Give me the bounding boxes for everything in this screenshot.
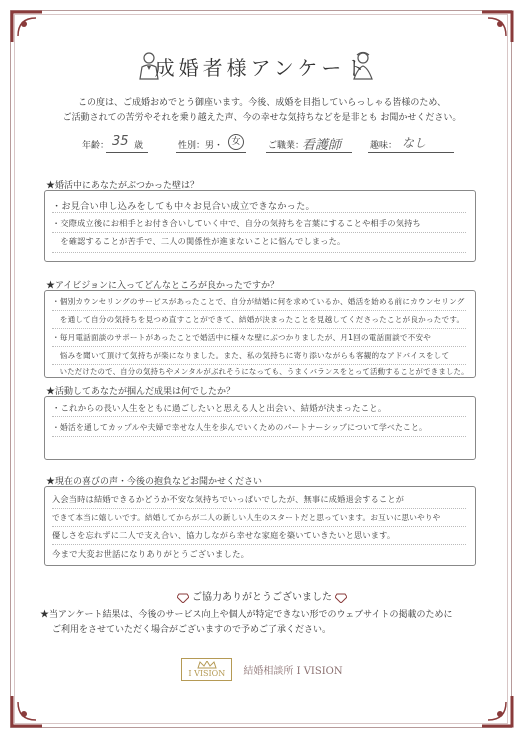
diamond-icon xyxy=(177,593,189,603)
logo-text: I VISION xyxy=(188,669,226,678)
thanks-text: ご協力ありがとうございました xyxy=(192,592,332,603)
rule-line xyxy=(52,436,466,437)
notice-line-2: ご利用をさせていただく場合がございますので予めご了承ください。 xyxy=(52,625,332,635)
rule-line xyxy=(52,364,466,365)
age-label: 年齢： xyxy=(82,141,110,151)
job-underline xyxy=(266,152,352,153)
intro-line-1: この度は、ご成婚おめでとう御座います。今後、成婚を目指していらっしゃる皆様のため、 xyxy=(78,98,446,108)
rule-line xyxy=(52,310,466,311)
company-name: 結婚相談所 I VISION xyxy=(243,666,343,677)
corner-ornament-bottom-right-icon xyxy=(480,694,514,728)
answer-3-line-2: ・婚活を通してカップルや夫婦で幸せな人生を歩んでいくためのパートナーシップについて学べたこと。 xyxy=(52,423,427,432)
notice-line-1: ★当アンケート結果は、今後のサービス向上や個人が特定できない形でのウェブサイトの掲載のために xyxy=(40,610,453,620)
rule-line xyxy=(52,508,466,509)
page-title: 成婚者様アンケート xyxy=(154,56,370,80)
corner-ornament-top-left-icon xyxy=(10,10,44,44)
answer-4-line-4: 今まで大変お世話になりありがとうございました。 xyxy=(52,549,250,559)
answer-1-line-2: ・交際成立後にお相手とお付き合いしていく中で、自分の気持ちを言葉にすることや相手の気持ち xyxy=(52,218,421,228)
footer xyxy=(0,658,524,681)
hobby-label: 趣味： xyxy=(370,141,398,151)
answer-4-line-3: 優しさを忘れずに二人で支え合い、協力しながら幸せな家庭を築いていきたいと思います。 xyxy=(52,530,396,540)
diamond-icon xyxy=(335,593,347,603)
age-unit: 歳 xyxy=(134,141,144,151)
job-label: ご職業： xyxy=(268,141,305,151)
answer-3-line-1: ・これからの長い人生をともに過ごしたいと思える人と出会い、結婚が決まったこと。 xyxy=(52,403,387,413)
notice-text xyxy=(40,608,500,638)
rule-line xyxy=(52,252,466,253)
company-logo xyxy=(181,658,232,681)
rule-line xyxy=(52,328,466,329)
rule-line xyxy=(52,544,466,545)
answer-4-line-2: できて本当に嬉しいです。結婚してからが二人の新しい人生のスタートだと思っています。お互いに思いやりや xyxy=(52,513,441,522)
answer-2-line-5: いただけたので、自分の気持ちやメンタルがぶれそうになっても、うまくバランスをとって活動することができました。 xyxy=(52,367,469,376)
rule-line xyxy=(52,416,466,417)
answer-1-line-3: を確認することが苦手で、二人の関係性が進まないことに悩んでしまった。 xyxy=(52,236,346,246)
thanks-message xyxy=(0,588,524,603)
intro-text xyxy=(0,96,524,126)
hobby-value: なし xyxy=(402,136,427,150)
corner-ornament-bottom-left-icon xyxy=(10,694,44,728)
rule-line xyxy=(52,346,466,347)
hobby-underline xyxy=(368,152,454,153)
intro-line-2: ご活動されての苦労やそれを乗り越えた声、今の幸せな気持ちなどを是非とも お聞かせください。 xyxy=(62,113,462,123)
gender-value: 女 xyxy=(228,134,244,150)
answer-2-line-2: を通して自分の気持ちを見つめ直すことができて、結婚が決まったことを見越してくださったことが良かったです。 xyxy=(52,315,465,324)
title-block xyxy=(0,52,524,84)
answer-4-line-1: 入会当時は結婚できるかどうか不安な気持ちでいっぱいでしたが、無事に成婚退会することが xyxy=(52,494,405,504)
question-4-label: ★現在の喜びの声・今後の抱負などお聞かせください xyxy=(46,477,263,487)
rule-line xyxy=(52,212,466,213)
rule-line xyxy=(52,232,466,233)
age-value: 35 xyxy=(112,134,129,149)
crown-icon xyxy=(197,661,217,669)
answer-2-line-1: ・個別カウンセリングのサービスがあったことで、自分が結婚に何を求めているか、婚活を始める前にカウンセリング xyxy=(52,297,465,306)
answer-2-line-3: ・毎月電話面談のサポートがあったことで婚活中に様々な壁にぶつかりましたが、月1回の電話面談で不安や xyxy=(52,333,432,342)
gender-label: 性別：男・ xyxy=(178,141,224,151)
corner-ornament-top-right-icon xyxy=(480,10,514,44)
question-1-label: ★婚活中にあなたがぶつかった壁は？ xyxy=(46,181,200,191)
rule-line xyxy=(52,526,466,527)
question-2-label: ★アイビジョンに入ってどんなところが良かったですか？ xyxy=(46,281,280,291)
answer-1-line-1: ・お見合い申し込みをしても中々お見合い成立できなかった。 xyxy=(52,201,315,212)
answer-2-line-4: 悩みを聞いて頂けて気持ちが楽になりました。また、私の気持ちに寄り添いながらも客観的なアドバイスをして xyxy=(52,351,450,360)
question-3-label: ★活動してあなたが掴んだ成果は何でしたか？ xyxy=(46,387,236,397)
gender-underline xyxy=(176,152,246,153)
age-underline xyxy=(106,152,148,153)
job-value: 看護師 xyxy=(302,138,342,153)
